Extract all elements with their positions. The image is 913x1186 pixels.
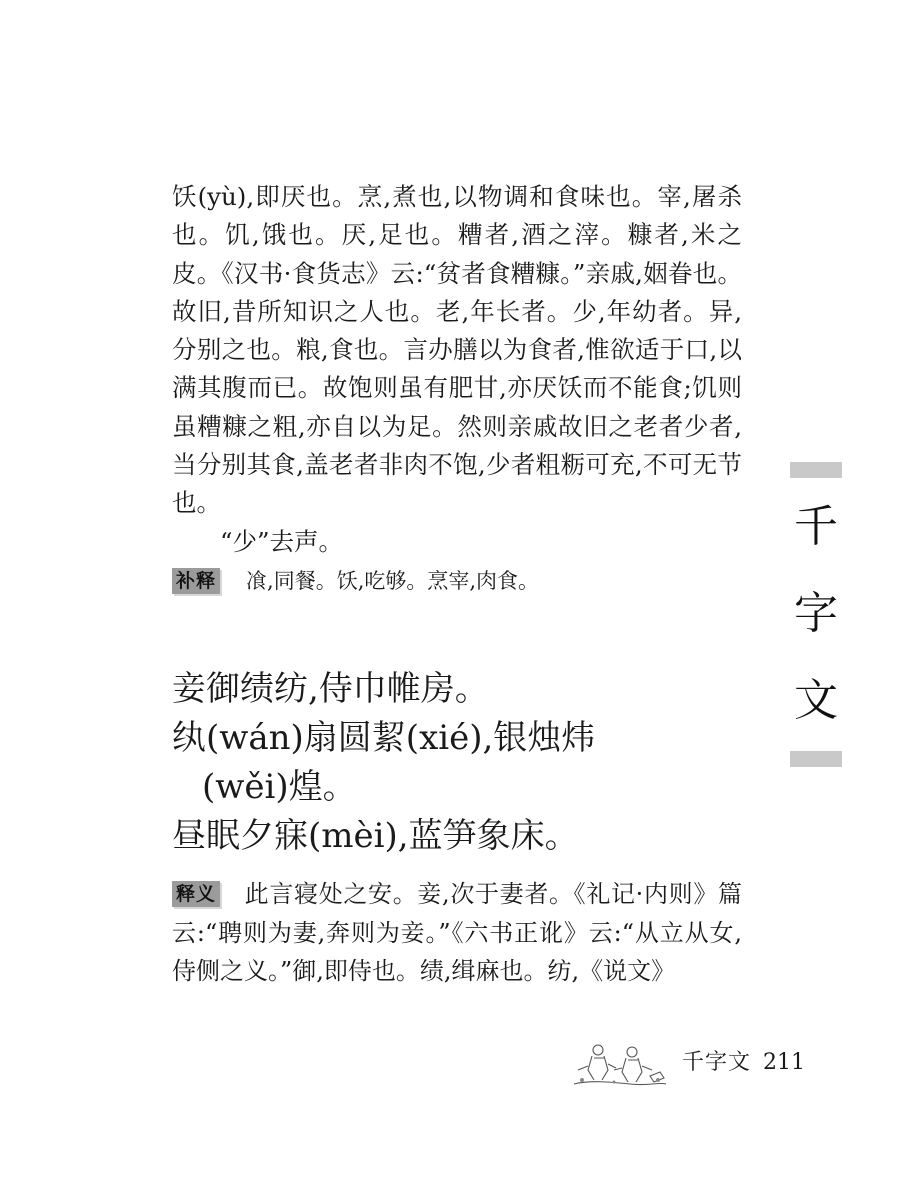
side-tab-title — [790, 484, 842, 744]
meaning-paragraph — [172, 875, 742, 991]
side-tab-char-2: 字 — [794, 587, 838, 639]
side-tab-bottom-bar — [790, 751, 842, 767]
chapter-side-tab — [790, 462, 842, 767]
page-footer — [570, 1040, 810, 1088]
page-number: 211 — [763, 1050, 806, 1075]
footer-label — [682, 1048, 805, 1078]
verse-line-2: 纨(wán)扇圆絜(xié),银烛炜 — [172, 718, 596, 758]
side-tab-char-3: 文 — [794, 674, 838, 726]
side-tab-char-1: 千 — [794, 501, 838, 553]
meaning-tag: 释义 — [172, 881, 220, 907]
side-tab-top-bar — [790, 462, 842, 478]
verse-line-2-continuation: (wěi)煌。 — [202, 767, 357, 807]
supplement-section — [172, 565, 742, 597]
supplement-tag: 补释 — [172, 568, 220, 594]
meaning-section — [172, 875, 742, 991]
verse-block — [172, 665, 747, 861]
verse-line-1: 妾御绩纺,侍巾帷房。 — [172, 669, 489, 709]
pronunciation-note: “少”去声。 — [220, 526, 344, 556]
meaning-text: 此言寝处之安。妾,次于妻者。《礼记·内则》篇云:“聘则为妻,奔则为妾。”《六书正讹》云:“从立从女,侍侧之义。”御,即侍也。绩,缉麻也。纺,《说文》 — [172, 880, 742, 985]
figures-illustration-icon — [570, 1040, 670, 1088]
verse-line-3: 昼眠夕寐(mèi),蓝笋象床。 — [172, 816, 579, 856]
commentary-text: 饫(yù),即厌也。烹,煮也,以物调和食味也。宰,屠杀也。饥,饿也。厌,足也。糟者,酒之滓。糠者,米之皮。《汉书·食货志》云:“贫者食糟糠。”亲戚,姻眷也。故旧,昔所知识之人也。老,年长者。少,年幼者。异,分别之也。粮,食也。言办膳以为食者,惟欲适于口,以满其腹而已。故饱则虽有肥甘,亦厌饫而不能食;饥则虽糟糠之粗,亦自以为足。然则亲戚故旧之老者少者,当分别其食,盖老者非肉不饱,少者粗粝可充,不可无节也。 — [172, 182, 742, 518]
commentary-block — [172, 178, 742, 561]
running-title: 千字文 — [682, 1050, 752, 1075]
supplement-text: 飡,同餐。饫,吃够。烹宰,肉食。 — [246, 569, 540, 593]
